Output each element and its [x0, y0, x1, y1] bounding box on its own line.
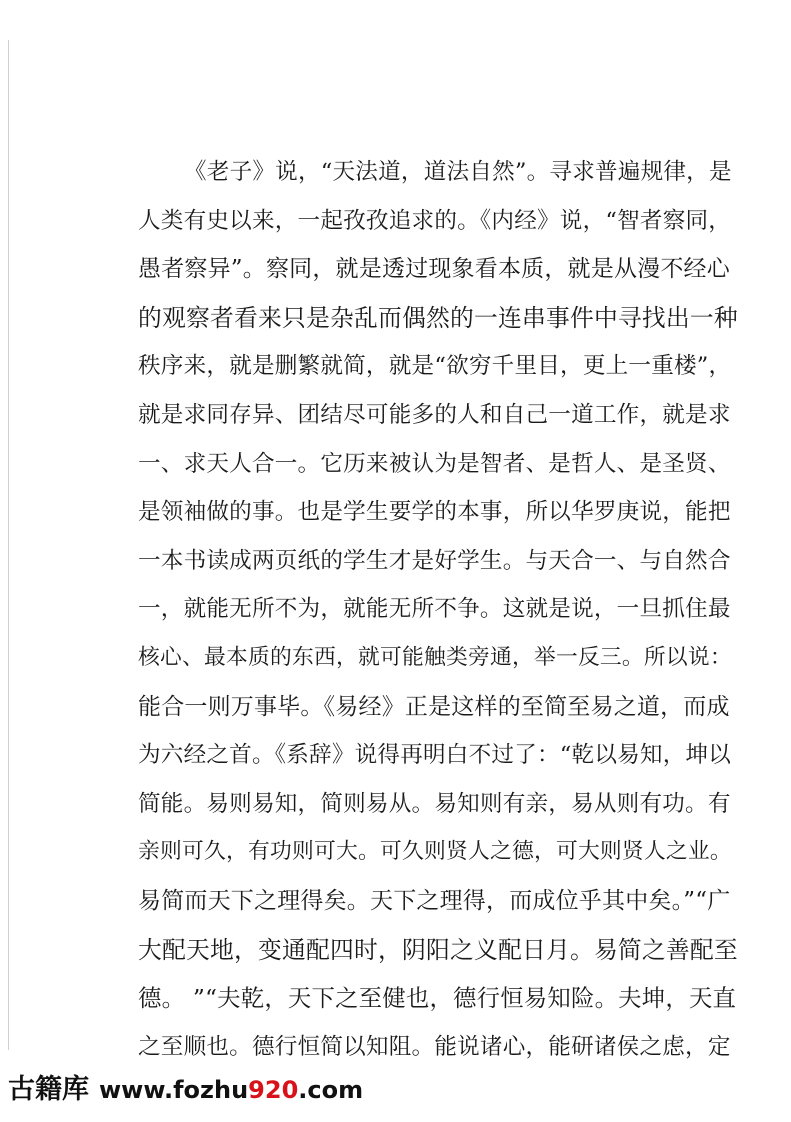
text-line: 人类有史以来，一起孜孜追求的。《内经》说，“智者察同，: [138, 207, 732, 234]
text-line: 就是求同存异、团结尽可能多的人和自己一道工作，就是求: [138, 401, 731, 428]
scan-edge-line: [8, 40, 9, 1050]
text-line: 《老子》说，“天法道，道法自然”。寻求普遍规律，是: [184, 159, 732, 185]
text-line: 一、求天人合一。它历来被认为是智者、是哲人、是圣贤、: [138, 450, 731, 477]
text-line: 大配天地，变通配四时，阴阳之义配日月。易简之善配至: [138, 935, 738, 964]
text-line: 能合一则万事毕。《易经》正是这样的至简至易之道，而成: [138, 693, 730, 720]
text-line: 简能。易则易知，简则易从。易知则有亲，易从则有功。有: [138, 790, 731, 817]
watermark-url-prefix: www.fozhu: [99, 1076, 249, 1104]
text-line: 之至顺也。德行恒简以知阻。能说诸心，能研诸侯之虑，定: [138, 1033, 731, 1060]
text-line: 是领袖做的事。也是学生要学的本事，所以华罗庚说，能把: [138, 499, 731, 526]
text-line: 的观察者看来只是杂乱而偶然的一连串事件中寻找出一种: [138, 303, 738, 332]
text-line: 一，就能无所不为，就能无所不争。这就是说，一旦抓住最: [138, 596, 731, 623]
watermark-url-suffix: .com: [298, 1076, 364, 1104]
watermark-url-accent: 920: [248, 1076, 299, 1104]
text-line: 核心、最本质的东西，就可能触类旁通，举一反三。所以说：: [138, 644, 732, 670]
watermark-site-name: 古籍库: [8, 1074, 89, 1105]
text-line: 秩序来，就是删繁就简，就是“欲穷千里目，更上一重楼”，: [138, 353, 732, 380]
text-line: 一本书读成两页纸的学生才是好学生。与天合一、与自然合: [138, 547, 731, 574]
site-watermark: [8, 1070, 363, 1110]
text-line: 亲则可久，有功则可大。可久则贤人之德，可大则贤人之业。: [138, 839, 732, 865]
text-line: 易简而天下之理得矣。天下之理得，而成位乎其中矣。”“广: [138, 887, 731, 914]
page-body-text: [138, 148, 738, 1071]
text-line: 德。 ”“夫乾，天下之至健也，德行恒易知险。夫坤，天直: [138, 984, 737, 1013]
text-line: 愚者察异”。察同，就是透过现象看本质，就是从漫不经心: [138, 256, 730, 283]
text-line: 为六经之首。《系辞》说得再明白不过了：“乾以易知，坤以: [138, 742, 732, 769]
